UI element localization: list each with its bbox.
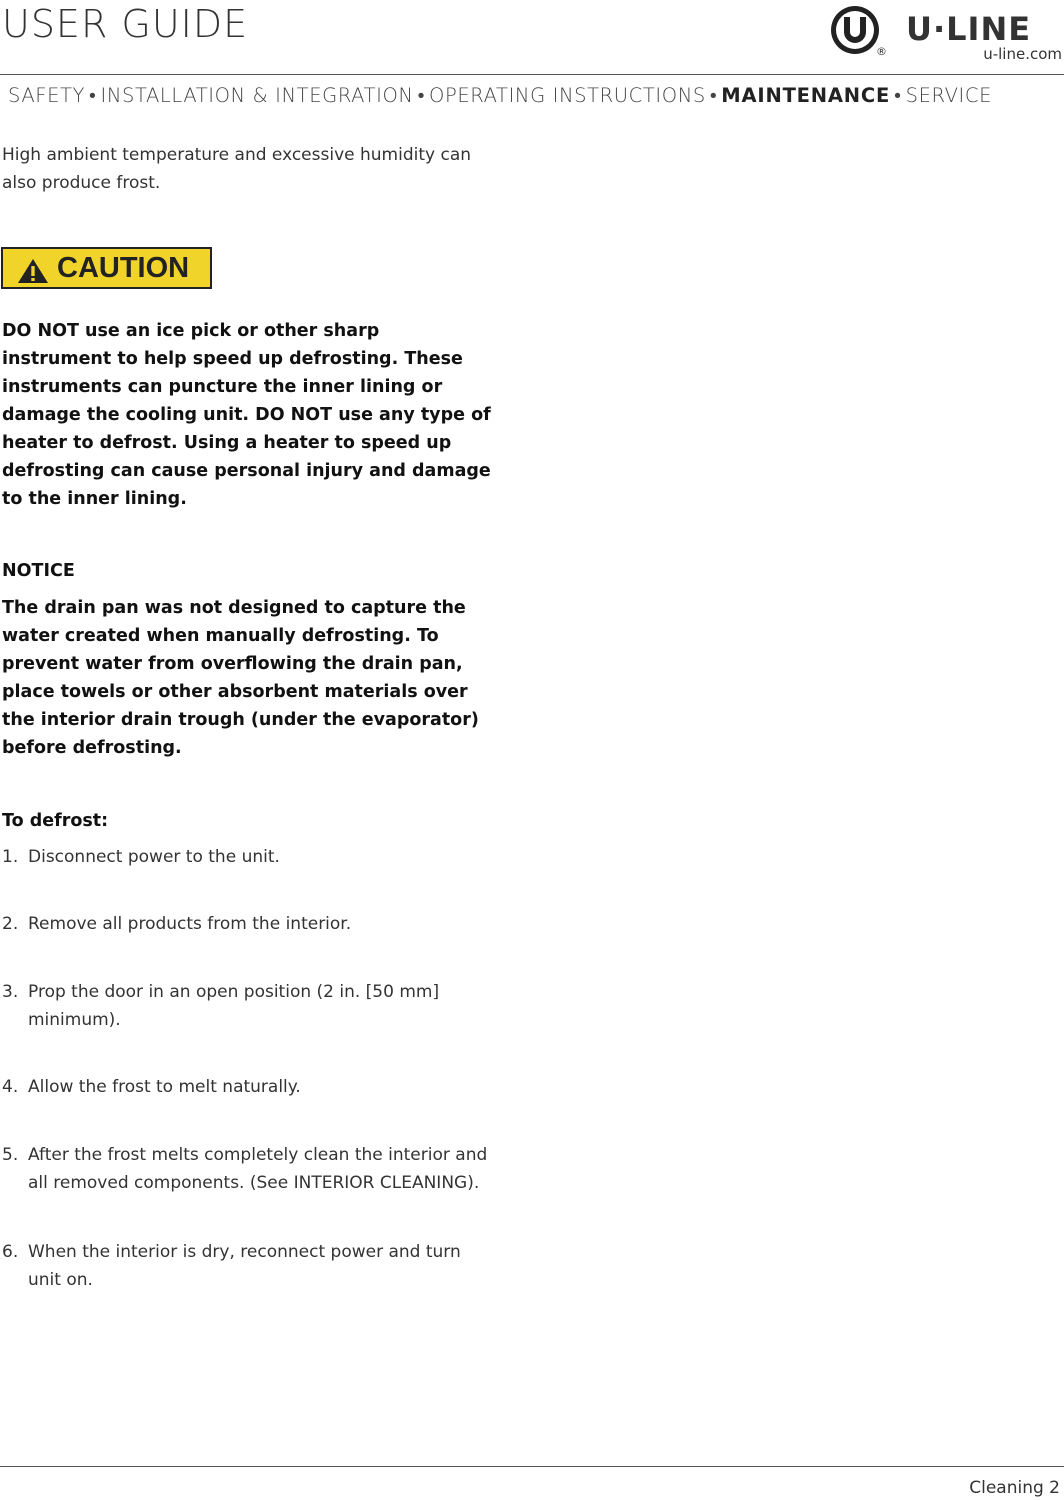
step-text: Disconnect power to the unit. xyxy=(28,847,280,867)
section-nav xyxy=(8,84,992,108)
nav-item-installation: INSTALLATION & INTEGRATION xyxy=(100,84,414,107)
list-item xyxy=(2,1141,494,1197)
intro-paragraph: High ambient temperature and excessive humidity can also produce frost. xyxy=(2,145,472,193)
nav-item-maintenance: MAINTENANCE xyxy=(721,84,891,107)
step-number: 6. xyxy=(2,1242,19,1262)
list-item xyxy=(2,978,494,1034)
header-divider xyxy=(0,74,1064,75)
nav-item-safety: SAFETY xyxy=(8,84,86,107)
step-text: Allow the frost to melt naturally. xyxy=(28,1077,301,1097)
warning-icon xyxy=(17,258,49,284)
page-title: USER GUIDE xyxy=(2,2,249,46)
registered-mark: ® xyxy=(876,45,887,58)
steps-title: To defrost: xyxy=(2,811,109,831)
step-text: Remove all products from the interior. xyxy=(28,914,352,934)
caution-label: CAUTION xyxy=(57,252,190,284)
step-text: Prop the door in an open position (2 in. [50 mm] minimum). xyxy=(28,982,440,1030)
notice-text: The drain pan was not designed to capture the water created when manually defrosting. To prevent water from overflowing the drain pan, place towels or other absorbent materials over the interior drain trough (under the evaporator) before defrosting. xyxy=(2,598,479,758)
step-number: 5. xyxy=(2,1145,19,1165)
list-item xyxy=(2,843,494,871)
step-number: 3. xyxy=(2,982,19,1002)
caution-banner xyxy=(1,247,212,289)
list-item xyxy=(2,1073,494,1101)
notice-title: NOTICE xyxy=(2,561,75,581)
site-url: u-line.com xyxy=(983,45,1062,63)
brand-wordmark: U·LINE xyxy=(906,10,1032,48)
step-number: 1. xyxy=(2,847,19,867)
list-item xyxy=(2,1238,494,1294)
nav-separator: • xyxy=(417,84,426,107)
caution-text: DO NOT use an ice pick or other sharp instrument to help speed up defrosting. These instruments can puncture the inner lining or damage the cooling unit. DO NOT use any type of heater to defrost. Using a heater to speed up defrosting can cause personal injury and damage to the inner lining. xyxy=(2,321,491,509)
list-item xyxy=(2,910,494,938)
nav-item-service: SERVICE xyxy=(905,84,993,107)
page-number: Cleaning 2 xyxy=(969,1478,1060,1498)
nav-separator: • xyxy=(709,84,718,107)
step-number: 2. xyxy=(2,914,19,934)
step-text: After the frost melts completely clean the interior and all removed components. (See INTERIOR CLEANING). xyxy=(28,1145,488,1193)
step-number: 4. xyxy=(2,1077,19,1097)
nav-separator: • xyxy=(89,84,97,107)
step-text: When the interior is dry, reconnect power and turn unit on. xyxy=(28,1242,461,1290)
footer-divider xyxy=(0,1466,1064,1467)
nav-item-operating: OPERATING INSTRUCTIONS xyxy=(429,84,706,107)
nav-separator: • xyxy=(894,84,902,107)
